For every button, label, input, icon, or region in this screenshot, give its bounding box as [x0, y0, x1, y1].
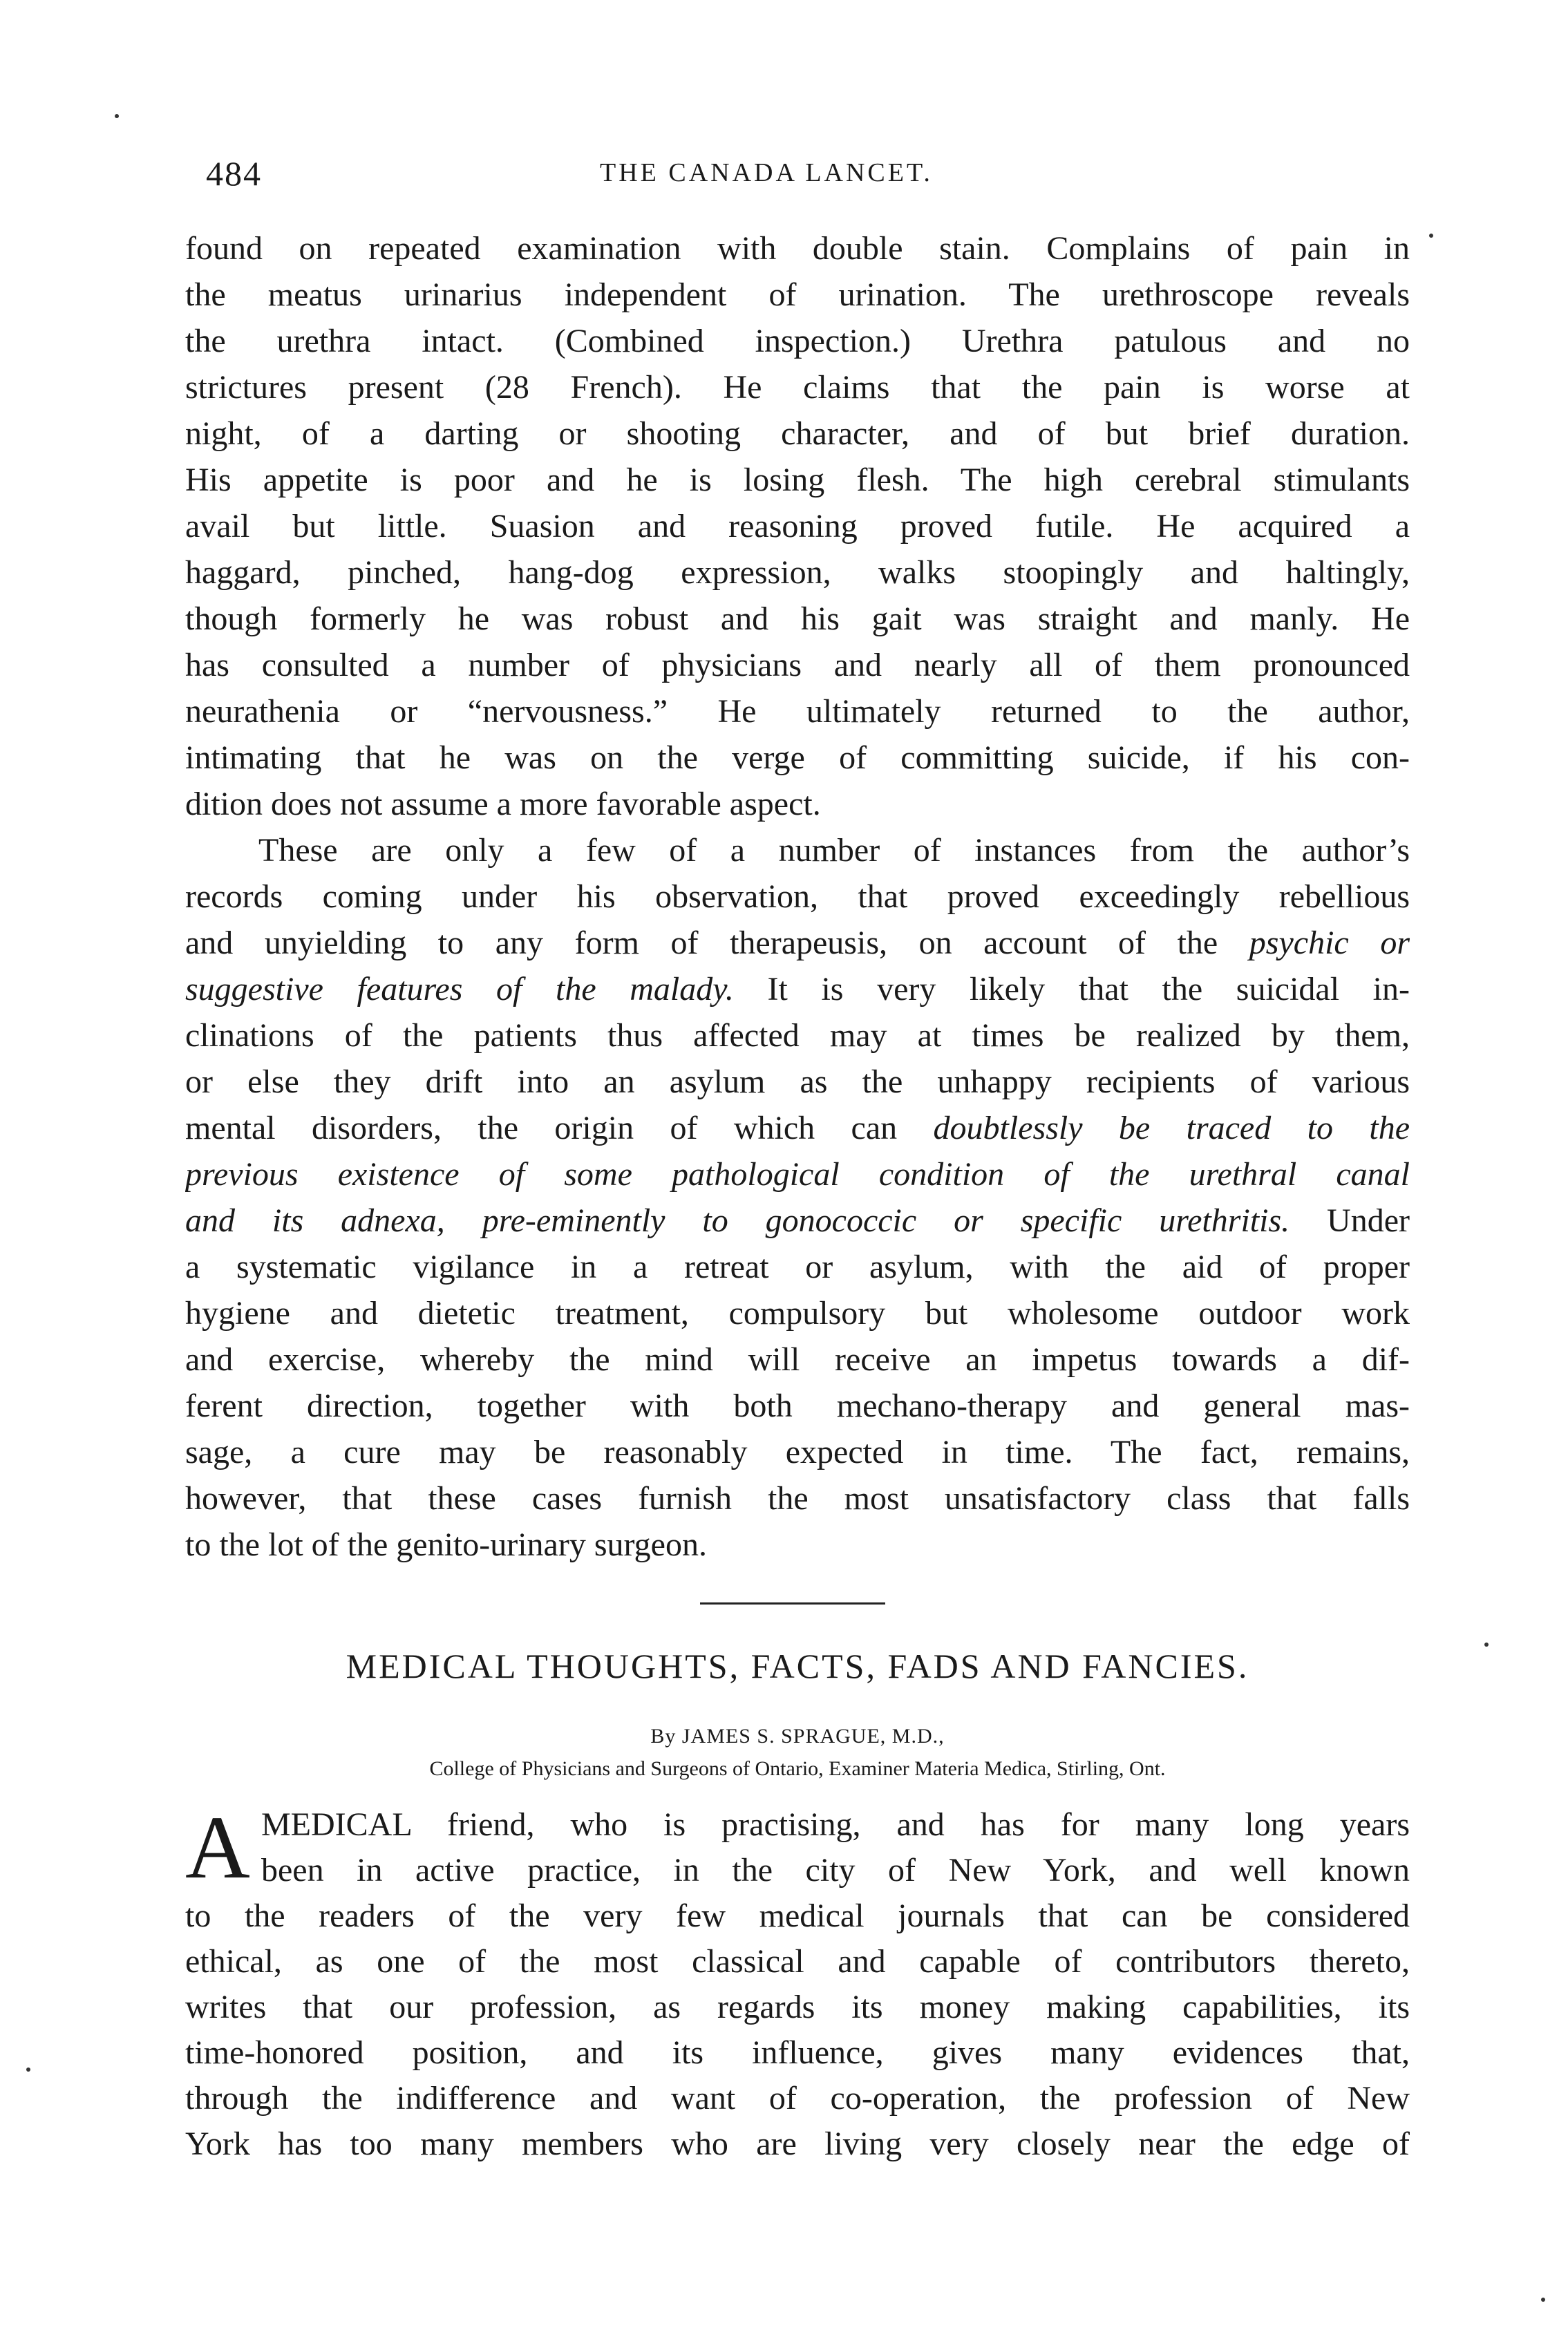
text-line: hygiene and dietetic treatment, compulsory but wholesome outdoor work	[185, 1295, 1410, 1332]
text-line: a systematic vigilance in a retreat or asylum, with the aid of proper	[185, 1249, 1410, 1285]
text-line	[185, 1198, 1410, 1244]
text-line: night, of a darting or shooting character, and of but brief duration.	[185, 415, 1410, 452]
continued-article-text	[185, 225, 1410, 1568]
text-line: or else they drift into an asylum as the unhappy recipients of various	[185, 1063, 1410, 1100]
scan-speck	[1484, 1643, 1489, 1647]
scan-speck	[115, 114, 119, 118]
text-line: ethical, as one of the most classical and capable of contributors thereto,	[185, 1943, 1410, 1980]
text-line	[185, 920, 1410, 966]
text-line: sage, a cure may be reasonably expected in time. The fact, remains,	[185, 1434, 1410, 1470]
text-line: clinations of the patients thus affected may at times be realized by them,	[185, 1017, 1410, 1054]
text-line: to the readers of the very few medical journals that can be considered	[185, 1898, 1410, 1934]
text-span: It is very likely that the suicidal in-	[733, 971, 1410, 1007]
scan-speck	[1541, 2298, 1545, 2302]
text-line: has consulted a number of physicians and nearly all of them pronounced	[185, 647, 1410, 683]
text-line: dition does not assume a more favorable aspect.	[185, 786, 821, 822]
text-line: been in active practice, in the city of New York, and well known	[261, 1852, 1410, 1889]
article-title: MEDICAL THOUGHTS, FACTS, FADS AND FANCIES.	[346, 1647, 1249, 1685]
text-line: time-honored position, and its influence, gives many evidences that,	[185, 2034, 1410, 2071]
text-span: and unyielding to any form of therapeusis, on account of the	[185, 925, 1249, 961]
text-line: to the lot of the genito-urinary surgeon.	[185, 1526, 707, 1563]
journal-title: THE CANADA LANCET.	[600, 158, 933, 187]
text-line	[185, 1105, 1410, 1151]
text-line: York has too many members who are living very closely near the edge of	[185, 2126, 1410, 2162]
text-line: records coming under his observation, that proved exceedingly rebellious	[185, 878, 1410, 915]
text-line: writes that our profession, as regards its money making capabilities, its	[185, 1989, 1410, 2025]
italic-phrase: suggestive features of the malady.	[185, 971, 734, 1007]
text-line: MEDICAL friend, who is practising, and has for many long years	[261, 1806, 1410, 1843]
text-line: His appetite is poor and he is losing flesh. The high cerebral stimulants	[185, 462, 1410, 498]
text-line: though formerly he was robust and his gait was straight and manly. He	[185, 600, 1410, 637]
text-line: These are only a few of a number of instances from the author’s	[258, 832, 1410, 869]
text-line: and exercise, whereby the mind will receive an impetus towards a dif-	[185, 1341, 1410, 1378]
text-line: through the indifference and want of co-operation, the profession of New	[185, 2080, 1410, 2117]
italic-phrase: and its adnexa, pre-eminently to gonococcic or specific urethritis.	[185, 1202, 1290, 1239]
running-head	[206, 153, 1415, 202]
author-byline: By JAMES S. SPRAGUE, M.D.,	[650, 1725, 945, 1748]
author-affiliation: College of Physicians and Surgeons of Ontario, Examiner Materia Medica, Stirling, Ont.	[429, 1757, 1166, 1780]
italic-phrase: doubtlessly be traced to the	[933, 1110, 1410, 1146]
page-number: 484	[206, 154, 262, 193]
section-divider	[700, 1602, 885, 1605]
text-line: the urethra intact. (Combined inspection.) Urethra patulous and no	[185, 323, 1410, 359]
text-line: haggard, pinched, hang-dog expression, walks stoopingly and haltingly,	[185, 554, 1410, 591]
text-line: avail but little. Suasion and reasoning proved futile. He acquired a	[185, 508, 1410, 545]
drop-cap: A	[185, 1798, 250, 1898]
scan-speck	[1429, 234, 1433, 238]
text-line	[185, 1151, 1410, 1198]
text-line	[185, 966, 1410, 1012]
italic-phrase: psychic or	[1249, 925, 1410, 961]
article-body	[185, 1798, 1410, 2167]
text-line: neurathenia or “nervousness.” He ultimately returned to the author,	[185, 693, 1410, 730]
text-line: however, that these cases furnish the most unsatisfactory class that falls	[185, 1480, 1410, 1517]
text-line: the meatus urinarius independent of urination. The urethroscope reveals	[185, 276, 1410, 313]
italic-phrase: previous existence of some pathological condition of the urethral canal	[185, 1156, 1410, 1193]
text-line: ferent direction, together with both mechano-therapy and general mas-	[185, 1388, 1410, 1424]
text-line: strictures present (28 French). He claims that the pain is worse at	[185, 369, 1410, 406]
text-span: Under	[1290, 1202, 1410, 1239]
text-span: mental disorders, the origin of which can	[185, 1110, 934, 1146]
scan-speck	[26, 2067, 30, 2072]
text-line: intimating that he was on the verge of committing suicide, if his con-	[185, 739, 1410, 776]
text-line: found on repeated examination with double stain. Complains of pain in	[185, 230, 1410, 267]
